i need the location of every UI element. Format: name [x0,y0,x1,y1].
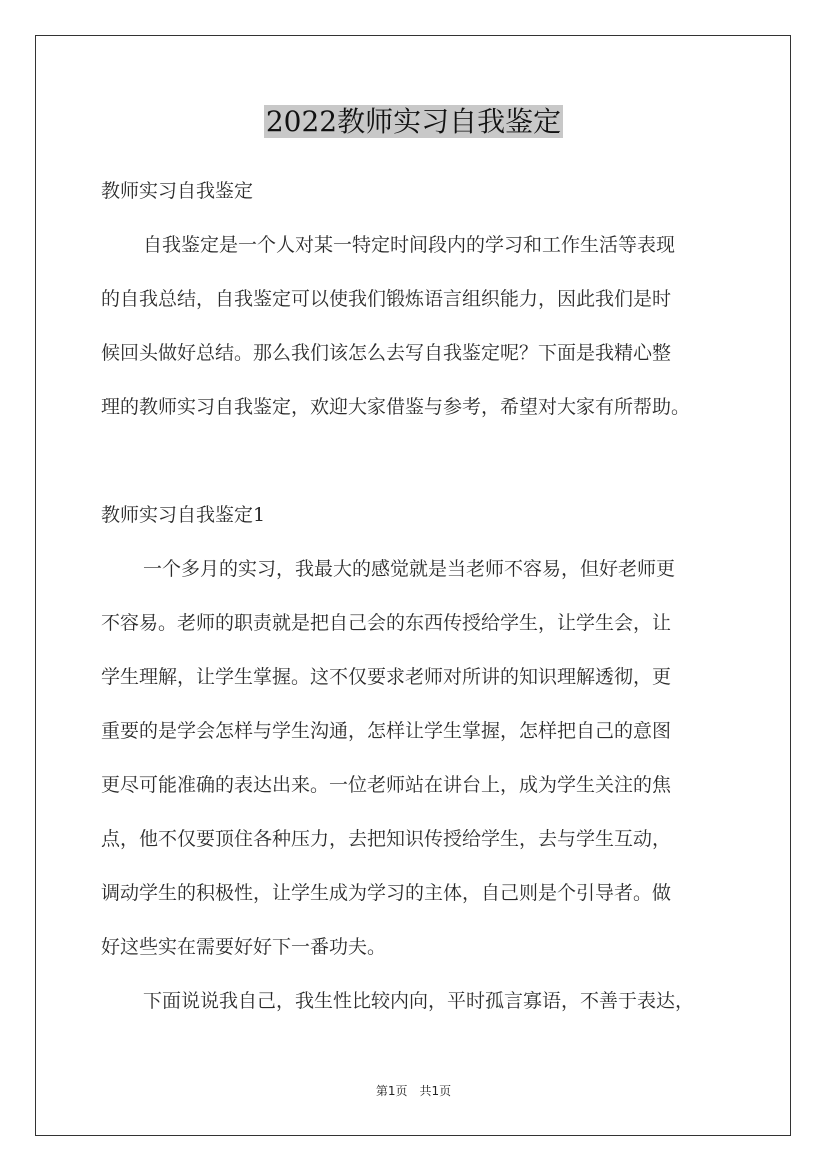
intro-line: 自我鉴定是一个人对某一特定时间段内的学习和工作生活等表现 [143,234,676,256]
section1-line: 一个多月的实习，我最大的感觉就是当老师不容易，但好老师更 [143,558,676,580]
intro-line: 候回头做好总结。那么我们该怎么去写自我鉴定呢？下面是我精心整 [101,342,672,364]
paragraph-spacer [101,434,731,488]
document-title [0,100,827,144]
document-body [101,164,731,1028]
section1-heading: 教师实习自我鉴定1 [101,504,266,526]
section1-line: 好这些实在需要好好下一番功夫。 [101,936,387,958]
section1-paragraph-2 [101,974,731,1028]
section1-line: 点，他不仅要顶住各种压力，去把知识传授给学生，去与学生互动， [101,828,672,850]
section1-line: 下面说说我自己，我生性比较内向，平时孤言寡语，不善于表达， [143,990,695,1012]
section1-line: 重要的是学会怎样与学生沟通，怎样让学生掌握，怎样把自己的意图 [101,720,672,742]
section1-paragraph-1 [101,542,731,974]
section1-line: 学生理解，让学生掌握。这不仅要求老师对所讲的知识理解透彻，更 [101,666,672,688]
section1-line: 更尽可能准确的表达出来。一位老师站在讲台上，成为学生关注的焦 [101,774,672,796]
section1-line: 调动学生的积极性，让学生成为学习的主体，自己则是个引导者。做 [101,882,672,904]
intro-line: 的自我总结，自我鉴定可以使我们锻炼语言组织能力，因此我们是时 [101,288,672,310]
document-title-text: 2022教师实习自我鉴定 [265,105,562,138]
section1-line: 不容易。老师的职责就是把自己会的东西传授给学生，让学生会，让 [101,612,672,634]
intro-line: 理的教师实习自我鉴定，欢迎大家借鉴与参考，希望对大家有所帮助。 [101,396,691,418]
intro-paragraph [101,218,731,434]
intro-heading: 教师实习自我鉴定 [101,180,254,202]
page-footer: 第1页 共1页 [375,1084,452,1098]
